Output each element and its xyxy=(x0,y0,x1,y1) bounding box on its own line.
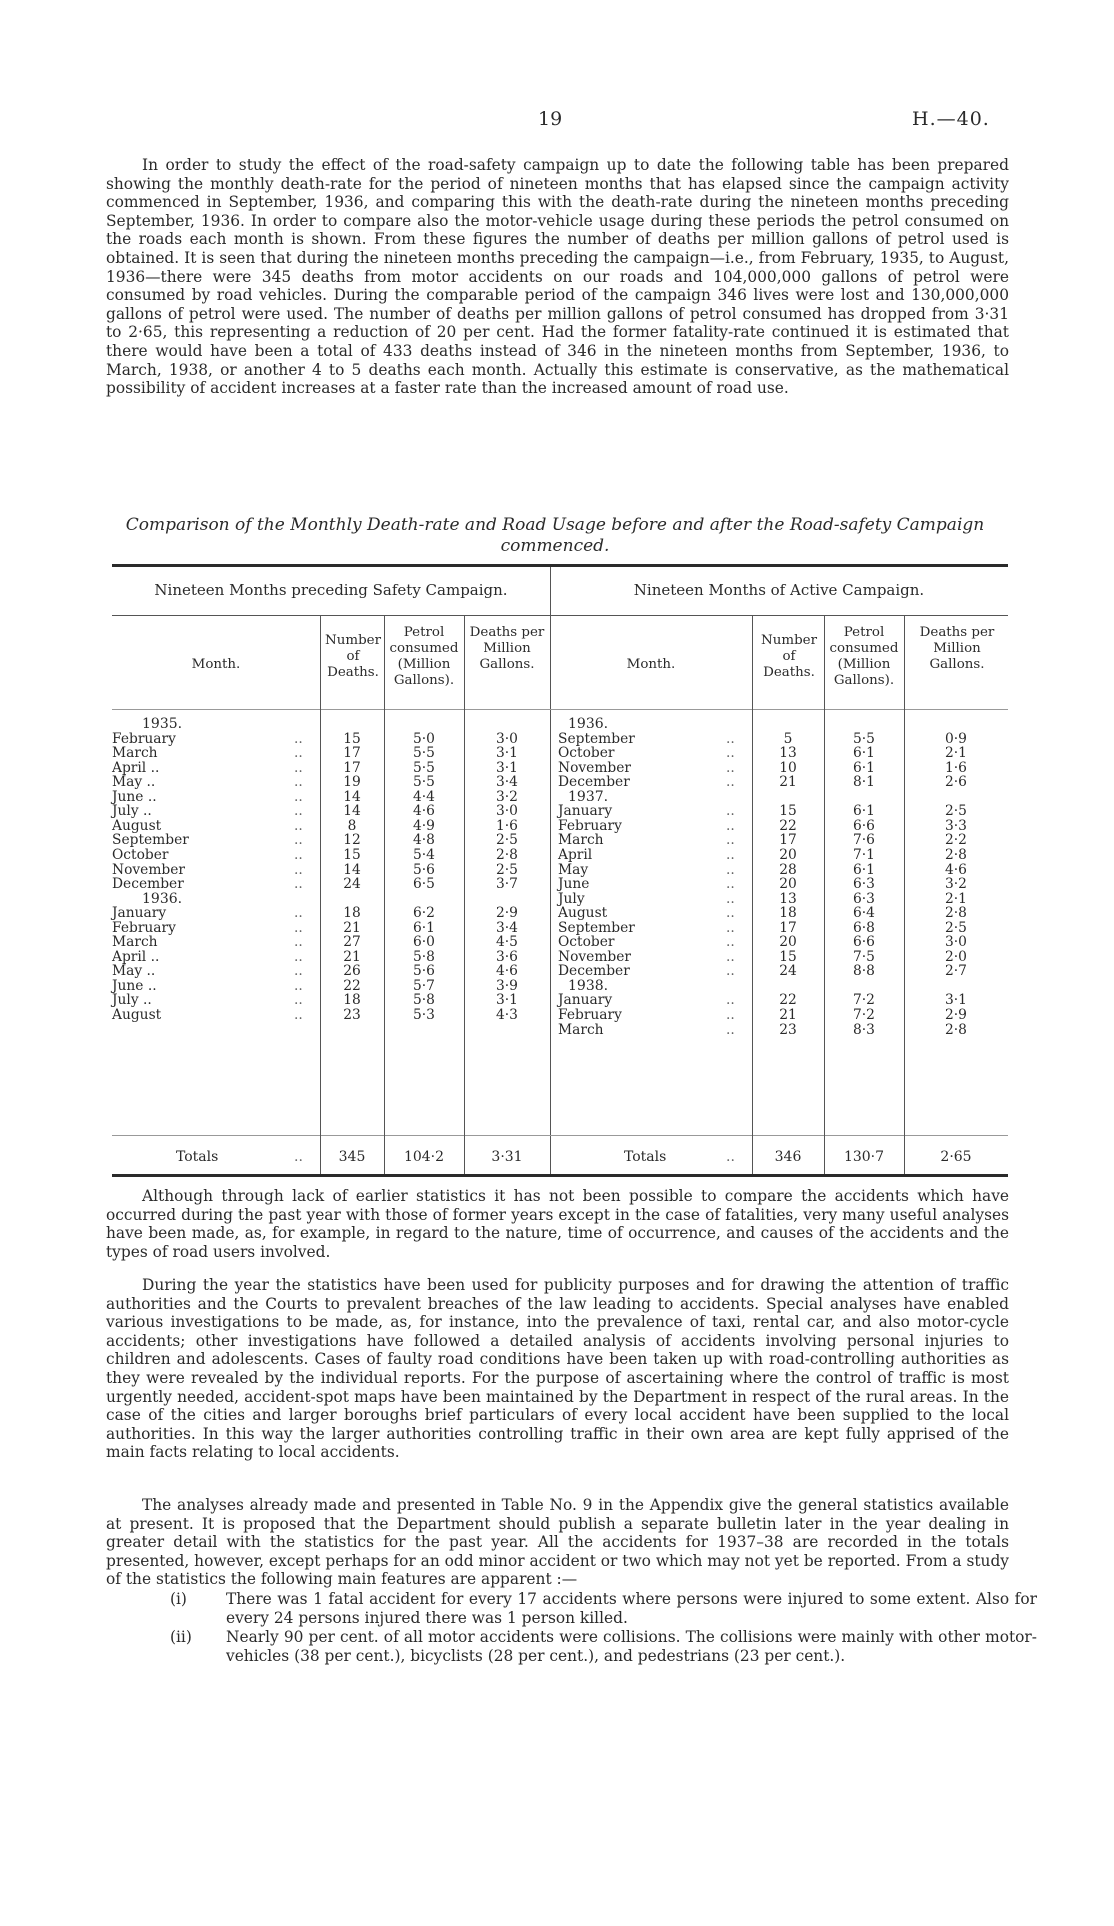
leader-dots: .. xyxy=(294,876,303,893)
table-cell-deaths: 22 xyxy=(779,817,797,834)
table-cell-deaths: 22 xyxy=(343,977,361,994)
col-rule xyxy=(464,615,465,1174)
table-cell-rate: 4·5 xyxy=(496,934,518,951)
leader-dots: .. xyxy=(294,992,303,1009)
table-cell-petrol: 5·5 xyxy=(413,759,435,776)
table-cell-petrol: 6·5 xyxy=(413,876,435,893)
table-cell-rate: 0·9 xyxy=(945,730,967,747)
table-cell-rate: 4·6 xyxy=(496,963,518,980)
table-cell-rate: 3·0 xyxy=(496,730,518,747)
table-cell-petrol: 6·1 xyxy=(853,745,875,762)
table-cell-deaths: 21 xyxy=(779,774,797,791)
col-header-petrol: Petrol consumed (Million Gallons). xyxy=(389,625,459,688)
table-row-month: September xyxy=(558,919,635,936)
leader-dots: .. xyxy=(294,774,303,791)
leader-dots: .. xyxy=(294,948,303,965)
leader-dots: .. xyxy=(294,803,303,820)
totals-rule xyxy=(112,1135,1008,1136)
table-cell-petrol: 5·5 xyxy=(413,774,435,791)
table-row-month: January xyxy=(558,992,613,1009)
table-cell-petrol: 8·8 xyxy=(853,963,875,980)
leader-dots: .. xyxy=(726,963,735,980)
table-cell-petrol: 5·5 xyxy=(413,745,435,762)
table-row-month: March xyxy=(112,745,158,762)
table-cell-deaths: 14 xyxy=(343,861,361,878)
table-cell-petrol: 5·0 xyxy=(413,730,435,747)
leader-dots: .. xyxy=(726,905,735,922)
leader-dots: .. xyxy=(726,861,735,878)
table-cell-petrol: 5·6 xyxy=(413,861,435,878)
document-reference: H.—40. xyxy=(912,108,990,130)
total-deaths: 345 xyxy=(338,1149,366,1165)
table-cell-petrol: 6·1 xyxy=(413,919,435,936)
col-header-rate: Deaths per Million Gallons. xyxy=(469,625,545,672)
totals-label: Totals xyxy=(624,1149,667,1165)
year-heading: 1937. xyxy=(568,788,609,805)
table-row-month: July .. xyxy=(112,992,152,1009)
table-row-month: February xyxy=(558,817,622,834)
intro-paragraph: In order to study the effect of the road-safety campaign up to date the following table has been prepared showing the monthly death-rate for the period of nineteen months that has elapsed since the campaign activity commenced in September, 1936, and comparing this with the death-rate during the nineteen months preceding September, 1936. In order to compare also the motor-vehicle usage during these periods the petrol consumed on the roads each month is shown. From these figures the number of deaths per million gallons of petrol used is obtained. It is seen that during the nineteen months preceding the campaign—i.e., from February, 1935, to August, 1936—there were 345 deaths from motor accidents on our roads and 104,000,000 gallons of petrol were consumed by road vehicles. During the comparable period of the campaign 346 lives were lost and 130,000,000 gallons of petrol were used. The number of deaths per million gallons of petrol consumed has dropped from 3·31 to 2·65, this representing a reduction of 20 per cent. Had the former fatality-rate continued it is estimated that there would have been a total of 433 deaths instead of 346 in the nineteen months from September, 1936, to March, 1938, or another 4 to 5 deaths each month. Actually this estimate is conservative, as the mathematical possibility of accident increases at a faster rate than the increased amount of road use. xyxy=(106,156,1009,398)
table-row-month: September xyxy=(558,730,635,747)
table-cell-rate: 2·9 xyxy=(496,905,518,922)
table-cell-deaths: 15 xyxy=(779,803,797,820)
table-cell-deaths: 18 xyxy=(343,992,361,1009)
table-row-month: July .. xyxy=(112,803,152,820)
right-group-title: Nineteen Months of Active Campaign. xyxy=(633,581,925,599)
table-cell-rate: 1·6 xyxy=(496,817,518,834)
table-cell-petrol: 6·6 xyxy=(853,817,875,834)
table-cell-rate: 3·6 xyxy=(496,948,518,965)
table-cell-deaths: 18 xyxy=(343,905,361,922)
table-row-month: January xyxy=(558,803,613,820)
table-row-month: November xyxy=(558,948,632,965)
table-cell-petrol: 4·8 xyxy=(413,832,435,849)
table-cell-rate: 2·8 xyxy=(496,846,518,863)
table-cell-deaths: 22 xyxy=(779,992,797,1009)
table-cell-petrol: 6·1 xyxy=(853,861,875,878)
column-header-rule xyxy=(112,709,1008,710)
leader-dots: .. xyxy=(294,759,303,776)
leader-dots: .. xyxy=(294,1007,303,1023)
table-cell-rate: 3·9 xyxy=(496,977,518,994)
leader-dots: .. xyxy=(294,905,303,922)
table-row-month: April xyxy=(558,846,593,863)
total-petrol: 130·7 xyxy=(843,1149,885,1165)
list-item-text: Nearly 90 per cent. of all motor accidents were collisions. The collisions were mainly with other motor-vehicles (38 per cent.), bicyclists (28 per cent.), and pedestrians (23 per cent.). xyxy=(226,1628,1037,1665)
comparison-table xyxy=(112,564,1008,1177)
table-cell-deaths: 17 xyxy=(779,919,797,936)
table-cell-deaths: 28 xyxy=(779,861,797,878)
year-heading: 1935. xyxy=(142,716,183,732)
table-cell-petrol: 6·1 xyxy=(853,803,875,820)
table-cell-deaths: 15 xyxy=(343,846,361,863)
table-cell-deaths: 13 xyxy=(779,745,797,762)
table-cell-petrol: 5·5 xyxy=(853,730,875,747)
table-cell-deaths: 10 xyxy=(779,759,797,776)
leader-dots: .. xyxy=(726,817,735,834)
total-rate: 2·65 xyxy=(940,1149,972,1165)
table-cell-deaths: 21 xyxy=(343,948,361,965)
col-rule xyxy=(320,615,321,1174)
table-row-month: November xyxy=(112,861,186,878)
leader-dots: .. xyxy=(294,861,303,878)
table-cell-rate: 4·3 xyxy=(496,1007,518,1023)
table-row-month: December xyxy=(558,963,630,980)
table-cell-petrol: 5·3 xyxy=(413,1007,435,1023)
table-row-month: March xyxy=(112,934,158,951)
table-row-month: August xyxy=(112,1007,162,1023)
table-row-month: July xyxy=(558,890,585,907)
table-cell-petrol: 6·8 xyxy=(853,919,875,936)
list-item-text: There was 1 fatal accident for every 17 accidents where persons were injured to some extent. Also for every 24 persons injured there was 1 person killed. xyxy=(226,1590,1037,1627)
table-cell-rate: 2·6 xyxy=(945,774,967,791)
table-cell-rate: 3·0 xyxy=(496,803,518,820)
paragraph-statistics-analyses: Although through lack of earlier statistics it has not been possible to compare the accidents which have occurred during the past year with those of former years except in the case of fatalities, very many useful analyses have been made, as, for example, in regard to the nature, time of occurrence, and causes of the accidents and the types of road users involved. xyxy=(106,1187,1009,1261)
year-heading: 1938. xyxy=(568,977,609,994)
leader-dots: .. xyxy=(294,730,303,747)
table-cell-deaths: 19 xyxy=(343,774,361,791)
table-cell-rate: 3·1 xyxy=(945,992,967,1009)
leader-dots: .. xyxy=(294,934,303,951)
total-rate: 3·31 xyxy=(491,1149,523,1165)
table-cell-deaths: 21 xyxy=(779,1007,797,1023)
table-cell-rate: 2·5 xyxy=(945,919,967,936)
col-header-deaths: Number of Deaths. xyxy=(325,633,381,680)
table-cell-rate: 3·1 xyxy=(496,745,518,762)
table-cell-deaths: 14 xyxy=(343,803,361,820)
table-cell-deaths: 15 xyxy=(779,948,797,965)
col-header-rate: Deaths per Million Gallons. xyxy=(919,625,995,672)
table-row-month: April .. xyxy=(112,948,160,965)
table-cell-petrol: 7·2 xyxy=(853,1007,875,1023)
table-cell-deaths: 13 xyxy=(779,890,797,907)
table-cell-deaths: 17 xyxy=(343,745,361,762)
table-cell-deaths: 17 xyxy=(779,832,797,849)
table-cell-deaths: 18 xyxy=(779,905,797,922)
total-petrol: 104·2 xyxy=(403,1149,445,1165)
table-row-month: February xyxy=(112,730,176,747)
table-cell-deaths: 8 xyxy=(347,817,357,834)
table-cell-deaths: 12 xyxy=(343,832,361,849)
col-header-month: Month. xyxy=(191,657,241,672)
table-row-month: May .. xyxy=(112,963,156,980)
table-cell-rate: 3·4 xyxy=(496,774,518,791)
table-cell-petrol: 5·7 xyxy=(413,977,435,994)
table-row-month: June xyxy=(558,876,590,893)
table-cell-petrol: 7·1 xyxy=(853,846,875,863)
table-cell-deaths: 20 xyxy=(779,876,797,893)
table-row-month: June .. xyxy=(112,977,157,994)
table-cell-petrol: 5·8 xyxy=(413,992,435,1009)
list-item-number: (ii) xyxy=(170,1628,192,1646)
table-cell-petrol: 7·6 xyxy=(853,832,875,849)
table-cell-petrol: 7·5 xyxy=(853,948,875,965)
page-header xyxy=(0,108,1114,132)
table-cell-rate: 2·8 xyxy=(945,905,967,922)
page-number: 19 xyxy=(538,108,563,130)
table-cell-deaths: 23 xyxy=(779,1021,797,1038)
table-cell-rate: 3·1 xyxy=(496,992,518,1009)
table-cell-rate: 2·8 xyxy=(945,1021,967,1038)
leader-dots: .. xyxy=(726,876,735,893)
table-cell-petrol: 4·4 xyxy=(413,788,435,805)
table-row-month: March xyxy=(558,1021,604,1038)
leader-dots: .. xyxy=(294,788,303,805)
table-cell-deaths: 17 xyxy=(343,759,361,776)
leader-dots: .. xyxy=(726,1021,735,1038)
col-header-petrol: Petrol consumed (Million Gallons). xyxy=(829,625,899,688)
table-row-month: October xyxy=(558,745,615,762)
table-cell-deaths: 5 xyxy=(783,730,793,747)
table-cell-deaths: 23 xyxy=(343,1007,361,1023)
leader-dots: .. xyxy=(726,846,735,863)
leader-dots: .. xyxy=(726,1007,735,1023)
list-item xyxy=(170,1628,1037,1665)
leader-dots: .. xyxy=(726,948,735,965)
table-cell-petrol: 6·0 xyxy=(413,934,435,951)
leader-dots: .. xyxy=(294,977,303,994)
group-header-rule xyxy=(112,615,1008,616)
table-row-month: December xyxy=(558,774,630,791)
leader-dots: .. xyxy=(294,846,303,863)
table-cell-rate: 2·8 xyxy=(945,846,967,863)
table-cell-rate: 3·3 xyxy=(945,817,967,834)
table-cell-rate: 2·0 xyxy=(945,948,967,965)
table-cell-petrol: 6·4 xyxy=(853,905,875,922)
table-cell-deaths: 27 xyxy=(343,934,361,951)
year-heading: 1936. xyxy=(142,890,183,907)
table-cell-deaths: 14 xyxy=(343,788,361,805)
table-cell-rate: 3·4 xyxy=(496,919,518,936)
table-row-month: October xyxy=(558,934,615,951)
table-cell-petrol: 5·6 xyxy=(413,963,435,980)
col-header-deaths: Number of Deaths. xyxy=(761,633,817,680)
table-cell-petrol: 7·2 xyxy=(853,992,875,1009)
table-cell-rate: 1·6 xyxy=(945,759,967,776)
table-cell-deaths: 24 xyxy=(779,963,797,980)
table-cell-deaths: 20 xyxy=(779,846,797,863)
table-cell-petrol: 6·6 xyxy=(853,934,875,951)
leader-dots: .. xyxy=(294,745,303,762)
table-row-month: March xyxy=(558,832,604,849)
table-cell-deaths: 20 xyxy=(779,934,797,951)
table-cell-rate: 2·9 xyxy=(945,1007,967,1023)
leader-dots: .. xyxy=(294,832,303,849)
table-row-month: October xyxy=(112,846,169,863)
leader-dots: .. xyxy=(726,919,735,936)
total-deaths: 346 xyxy=(774,1149,802,1165)
table-cell-petrol: 8·3 xyxy=(853,1021,875,1038)
leader-dots: .. xyxy=(294,919,303,936)
left-group-title: Nineteen Months preceding Safety Campaign. xyxy=(154,581,508,599)
table-cell-rate: 3·7 xyxy=(496,876,518,893)
totals-label: Totals xyxy=(176,1149,219,1165)
col-header-month: Month. xyxy=(626,657,676,672)
paragraph-appendix-analyses: The analyses already made and presented in Table No. 9 in the Appendix give the general statistics available at present. It is proposed that the Department should publish a separate bulletin later in the year dealing in greater detail with the statistics for the past year. All the accidents for 1937–38 are recorded in the totals presented, however, except perhaps for an odd minor accident or two which may not yet be reported. From a study of the statistics the following main features are apparent :— xyxy=(106,1496,1009,1589)
table-cell-petrol: 6·3 xyxy=(853,890,875,907)
table-cell-rate: 2·1 xyxy=(945,890,967,907)
table-cell-rate: 4·6 xyxy=(945,861,967,878)
table-row-month: May xyxy=(558,861,589,878)
table-cell-rate: 3·1 xyxy=(496,759,518,776)
table-cell-petrol: 6·2 xyxy=(413,905,435,922)
leader-dots: .. xyxy=(726,832,735,849)
table-cell-petrol: 5·4 xyxy=(413,846,435,863)
list-item-number: (i) xyxy=(170,1590,187,1608)
table-cell-petrol: 6·3 xyxy=(853,876,875,893)
table-cell-deaths: 26 xyxy=(343,963,361,980)
leader-dots: .. xyxy=(726,774,735,791)
leader-dots: .. xyxy=(726,759,735,776)
leader-dots: .. xyxy=(726,803,735,820)
table-cell-deaths: 24 xyxy=(343,876,361,893)
leader-dots: .. xyxy=(294,817,303,834)
leader-dots: .. xyxy=(726,934,735,951)
table-cell-petrol: 8·1 xyxy=(853,774,875,791)
leader-dots: .. xyxy=(726,730,735,747)
table-row-month: December xyxy=(112,876,184,893)
table-cell-rate: 2·1 xyxy=(945,745,967,762)
table-cell-rate: 2·7 xyxy=(945,963,967,980)
table-cell-rate: 2·5 xyxy=(496,832,518,849)
table-cell-petrol: 5·8 xyxy=(413,948,435,965)
leader-dots: .. xyxy=(726,890,735,907)
table-cell-rate: 2·5 xyxy=(496,861,518,878)
table-row-month: May .. xyxy=(112,774,156,791)
table-row-month: September xyxy=(112,832,189,849)
totals-leader: .. xyxy=(294,1149,303,1165)
table-cell-rate: 2·5 xyxy=(945,803,967,820)
paragraph-statistics-use: During the year the statistics have been used for publicity purposes and for drawing the attention of traffic authorities and the Courts to prevalent breaches of the law leading to accidents. Special analyses have enabled various investigations to be made, as, for instance, into the prevalence of taxi, rental car, and also motor-cycle accidents; other investigations have followed a detailed analysis of accidents involving personal injuries to children and adolescents. Cases of faulty road conditions have been taken up with road-controlling authorities as they were revealed by the individual reports. For the purpose of ascertaining where the control of traffic is most urgently needed, accident-spot maps have been maintained by the Department in respect of the rural areas. In the case of the cities and larger boroughs brief particulars of every local accident have been supplied to the local authorities. In this way the larger authorities controlling traffic in their own area are kept fully apprised of the main facts relating to local accidents. xyxy=(106,1276,1009,1462)
table-row-month: August xyxy=(558,905,608,922)
totals-leader: .. xyxy=(726,1149,735,1165)
table-row-month: August xyxy=(112,817,162,834)
table-row-month: February xyxy=(112,919,176,936)
table-row-month: April .. xyxy=(112,759,160,776)
table-cell-rate: 3·2 xyxy=(945,876,967,893)
table-cell-rate: 3·0 xyxy=(945,934,967,951)
table-caption: Comparison of the Monthly Death-rate and Road Usage before and after the Road-safety Campaign commenced. xyxy=(125,515,985,556)
list-item xyxy=(170,1590,1037,1627)
table-row-month: February xyxy=(558,1007,622,1023)
year-heading: 1936. xyxy=(568,716,609,732)
leader-dots: .. xyxy=(726,992,735,1009)
table-cell-petrol: 4·6 xyxy=(413,803,435,820)
leader-dots: .. xyxy=(294,963,303,980)
table-cell-petrol: 4·9 xyxy=(413,817,435,834)
table-cell-deaths: 21 xyxy=(343,919,361,936)
table-cell-rate: 2·2 xyxy=(945,832,967,849)
table-row-month: November xyxy=(558,759,632,776)
col-rule xyxy=(384,615,385,1174)
table-cell-rate: 3·2 xyxy=(496,788,518,805)
leader-dots: .. xyxy=(726,745,735,762)
table-cell-deaths: 15 xyxy=(343,730,361,747)
table-row-month: June .. xyxy=(112,788,157,805)
table-row-month: January xyxy=(112,905,167,922)
table-cell-petrol: 6·1 xyxy=(853,759,875,776)
